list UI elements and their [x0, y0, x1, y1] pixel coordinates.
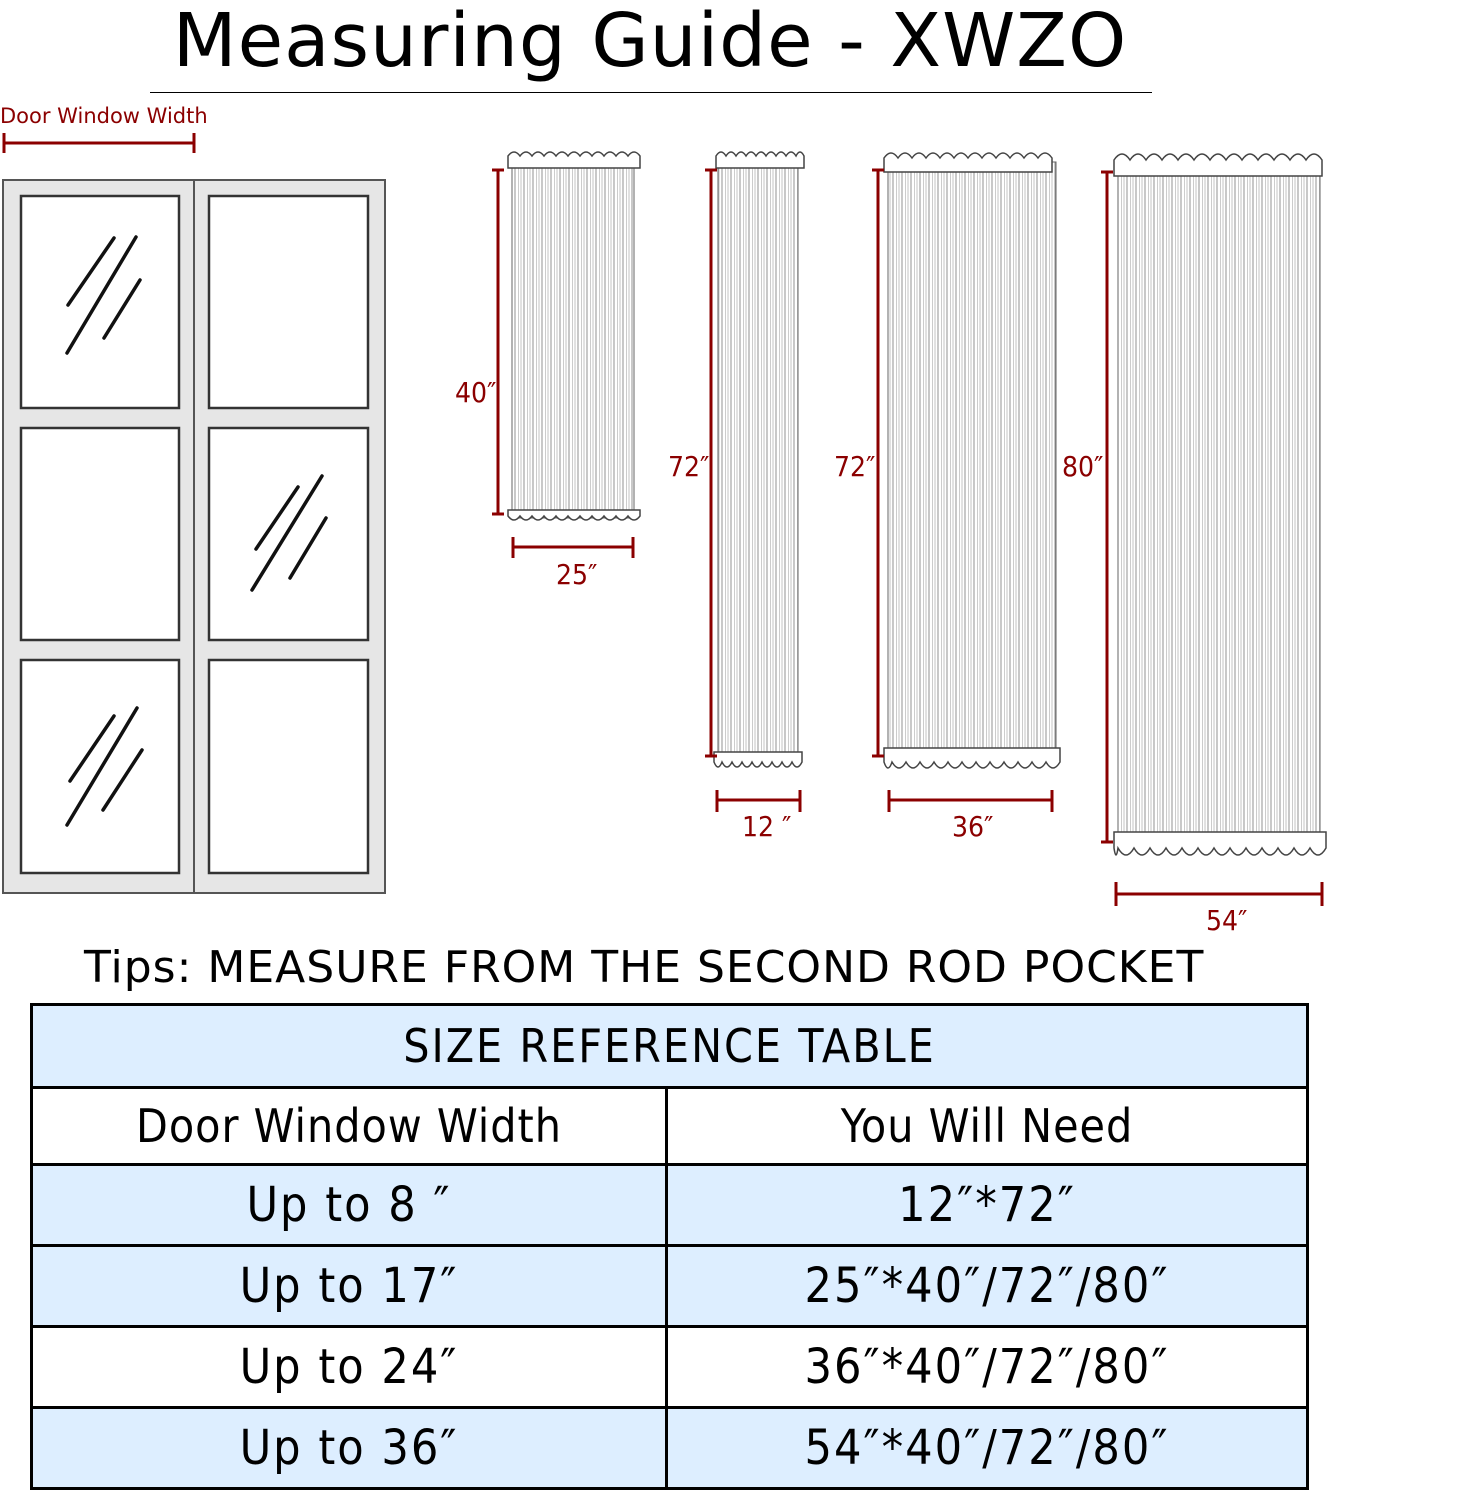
curtain-36x72-panel: [884, 153, 1060, 768]
curtain-25x40-height-label: 40″: [455, 376, 497, 409]
table-cell-width: Up to 8 ″: [32, 1165, 667, 1246]
table-row: [32, 1327, 1308, 1408]
table-cell-need: 54″*40″/72″/80″: [667, 1408, 1308, 1489]
column-header-door-width: Door Window Width: [32, 1088, 667, 1165]
table-cell-width: Up to 24″: [32, 1327, 667, 1408]
curtain-36x72-height-label: 72″: [834, 450, 876, 483]
curtain-12x72-width-label: 12 ″: [742, 810, 792, 843]
table-row: [32, 1165, 1308, 1246]
door-width-dimension: [4, 133, 194, 153]
curtain-54x80-width-label: 54″: [1206, 904, 1248, 937]
table-cell-need: 25″*40″/72″/80″: [667, 1246, 1308, 1327]
table-header-row: [32, 1088, 1308, 1165]
table-cell-width: Up to 36″: [32, 1408, 667, 1489]
curtain-25x40-panel: [508, 152, 640, 520]
curtain-12x72-height-label: 72″: [668, 450, 710, 483]
curtain-54x80-panel: [1114, 154, 1326, 855]
table-row: [32, 1246, 1308, 1327]
door-width-label: Door Window Width: [0, 104, 208, 128]
table-title: SIZE REFERENCE TABLE: [32, 1005, 1308, 1088]
table-cell-width: Up to 17″: [32, 1246, 667, 1327]
curtain-25x40-width-label: 25″: [556, 558, 598, 591]
size-reference-table: [30, 1003, 1309, 1490]
table-cell-need: 12″*72″: [667, 1165, 1308, 1246]
column-header-you-will-need: You Will Need: [667, 1088, 1308, 1165]
tips-text: Tips: MEASURE FROM THE SECOND ROD POCKET: [84, 942, 1205, 993]
curtain-12x72-panel: [714, 152, 804, 767]
curtain-36x72-width-label: 36″: [952, 810, 994, 843]
table-title-row: [32, 1005, 1308, 1088]
door-illustration: [3, 180, 385, 893]
page-title: Measuring Guide - XWZO: [172, 0, 1128, 84]
curtain-54x80-height-label: 80″: [1062, 450, 1104, 483]
table-cell-need: 36″*40″/72″/80″: [667, 1327, 1308, 1408]
table-row: [32, 1408, 1308, 1489]
